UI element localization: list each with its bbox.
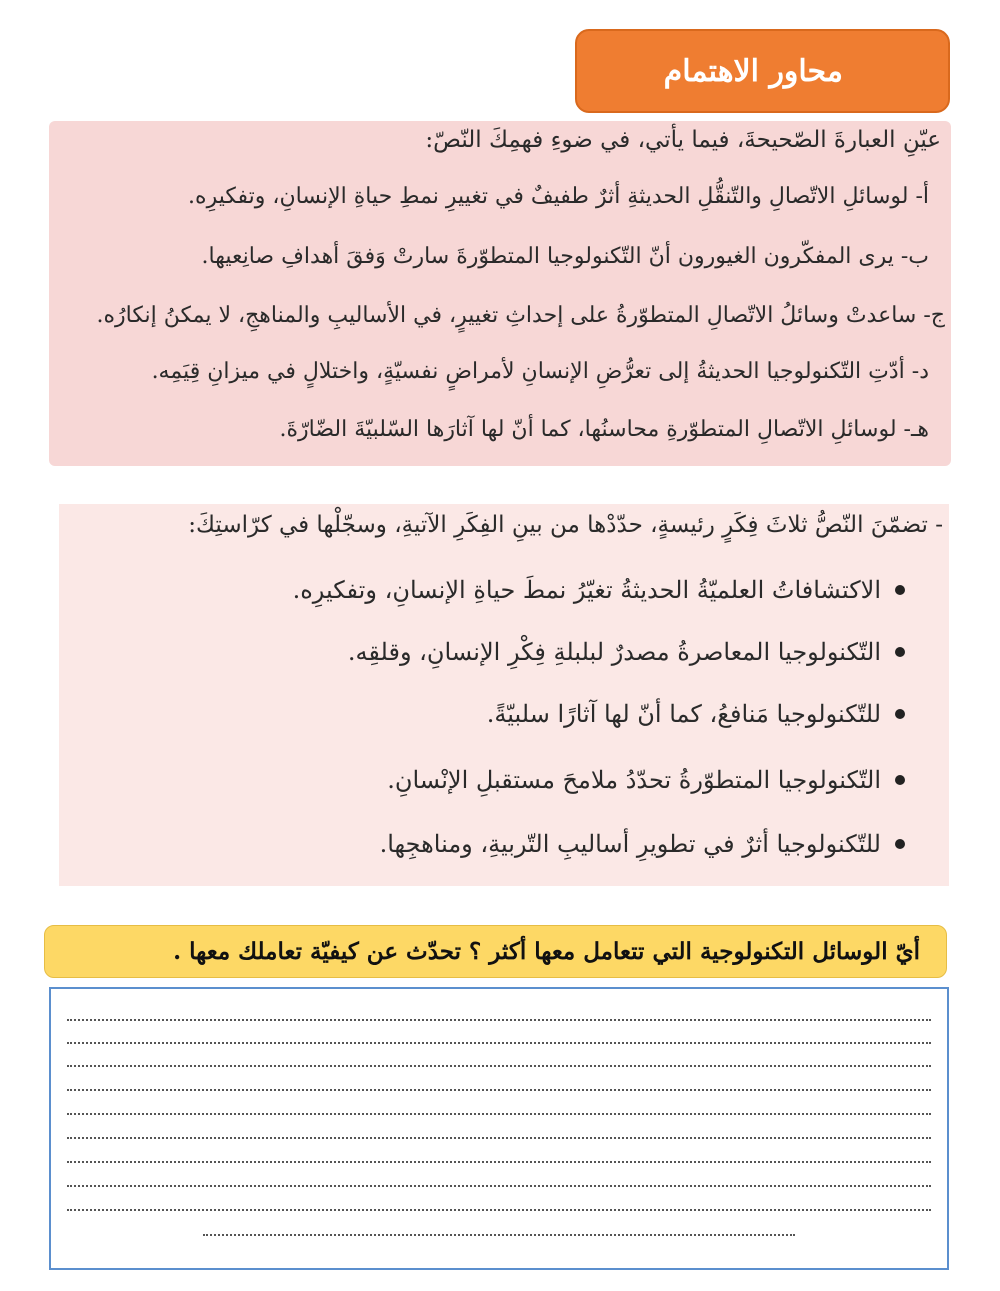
list-item: التّكنولوجيا المتطوّرةُ تحدّدُ ملامحَ مستقبلِ الإنْسانِ. bbox=[387, 766, 905, 794]
question-banner bbox=[44, 925, 947, 978]
bullet-icon bbox=[895, 709, 905, 719]
answer-line[interactable] bbox=[67, 1089, 931, 1091]
page-title: محاور الاهتمام bbox=[663, 53, 843, 89]
answer-line[interactable] bbox=[67, 1042, 931, 1044]
statement-e: هـ- لوسائلِ الاتّصالِ المتطوّرةِ محاسنُها، كما أنّ لها آثارَها السّلبيّةَ الضّارّةَ. bbox=[279, 417, 929, 442]
bullet-icon bbox=[895, 839, 905, 849]
question-text: أيّ الوسائل التكنولوجية التي تتعامل معها أكثر ؟ تحدّث عن كيفيّة تعاملك معها . bbox=[173, 938, 920, 965]
correct-statement-section bbox=[49, 121, 951, 466]
answer-line[interactable] bbox=[67, 1019, 931, 1021]
answer-line[interactable] bbox=[203, 1234, 795, 1236]
answer-line[interactable] bbox=[67, 1137, 931, 1139]
bullet-icon bbox=[895, 647, 905, 657]
statement-a: أ- لوسائلِ الاتّصالِ والتّنقُّلِ الحديثةِ أثرٌ طفيفٌ في تغييرِ نمطِ حياةِ الإنسانِ، وتفكيرِه. bbox=[188, 184, 929, 209]
section1-instruction: عيّنِ العبارةَ الصّحيحةَ، فيما يأتي، في ضوءِ فهمِكَ النّصّ: bbox=[425, 127, 941, 153]
list-item: التّكنولوجيا المعاصرةُ مصدرٌ لبلبلةِ فِكْرِ الإنسانِ، وقلقِه. bbox=[348, 638, 905, 666]
answer-line[interactable] bbox=[67, 1065, 931, 1067]
answer-line[interactable] bbox=[67, 1209, 931, 1211]
main-ideas-section bbox=[59, 504, 949, 886]
statement-b: ب- يرى المفكّرون الغيورون أنّ التّكنولوجيا المتطوّرةَ سارتْ وَفقَ أهدافِ صانِعيها. bbox=[201, 244, 929, 269]
title-banner bbox=[575, 29, 950, 113]
list-item: للتّكنولوجيا أثرٌ في تطويرِ أساليبِ التّربيةِ، ومناهجِها. bbox=[380, 830, 905, 858]
bullet-icon bbox=[895, 585, 905, 595]
section2-instruction: - تضمّنَ النّصُّ ثلاثَ فِكَرٍ رئيسةٍ، حدّدْها من بينِ الفِكَرِ الآتيةِ، وسجّلْها في كرّاستِكَ: bbox=[188, 512, 943, 538]
list-item: الاكتشافاتُ العلميّةُ الحديثةُ تغيّرُ نمطَ حياةِ الإنسانِ، وتفكيرِه. bbox=[293, 576, 905, 604]
answer-line[interactable] bbox=[67, 1161, 931, 1163]
statement-d: د- أدّتِ التّكنولوجيا الحديثةُ إلى تعرُّضِ الإنسانِ لأمراضٍ نفسيّةٍ، واختلالٍ في ميزانِ قِيَمِه. bbox=[151, 359, 929, 384]
bullet-icon bbox=[895, 775, 905, 785]
answer-line[interactable] bbox=[67, 1185, 931, 1187]
list-item: للتّكنولوجيا مَنافعُ، كما أنّ لها آثارًا سلبيّةً. bbox=[487, 700, 905, 728]
answer-line[interactable] bbox=[67, 1113, 931, 1115]
statement-c: ج- ساعدتْ وسائلُ الاتّصالِ المتطوّرةُ على إحداثِ تغييرٍ، في الأساليبِ والمناهجِ، لا يمكنُ إنكارُه. bbox=[96, 303, 945, 328]
answer-area[interactable] bbox=[49, 987, 949, 1270]
